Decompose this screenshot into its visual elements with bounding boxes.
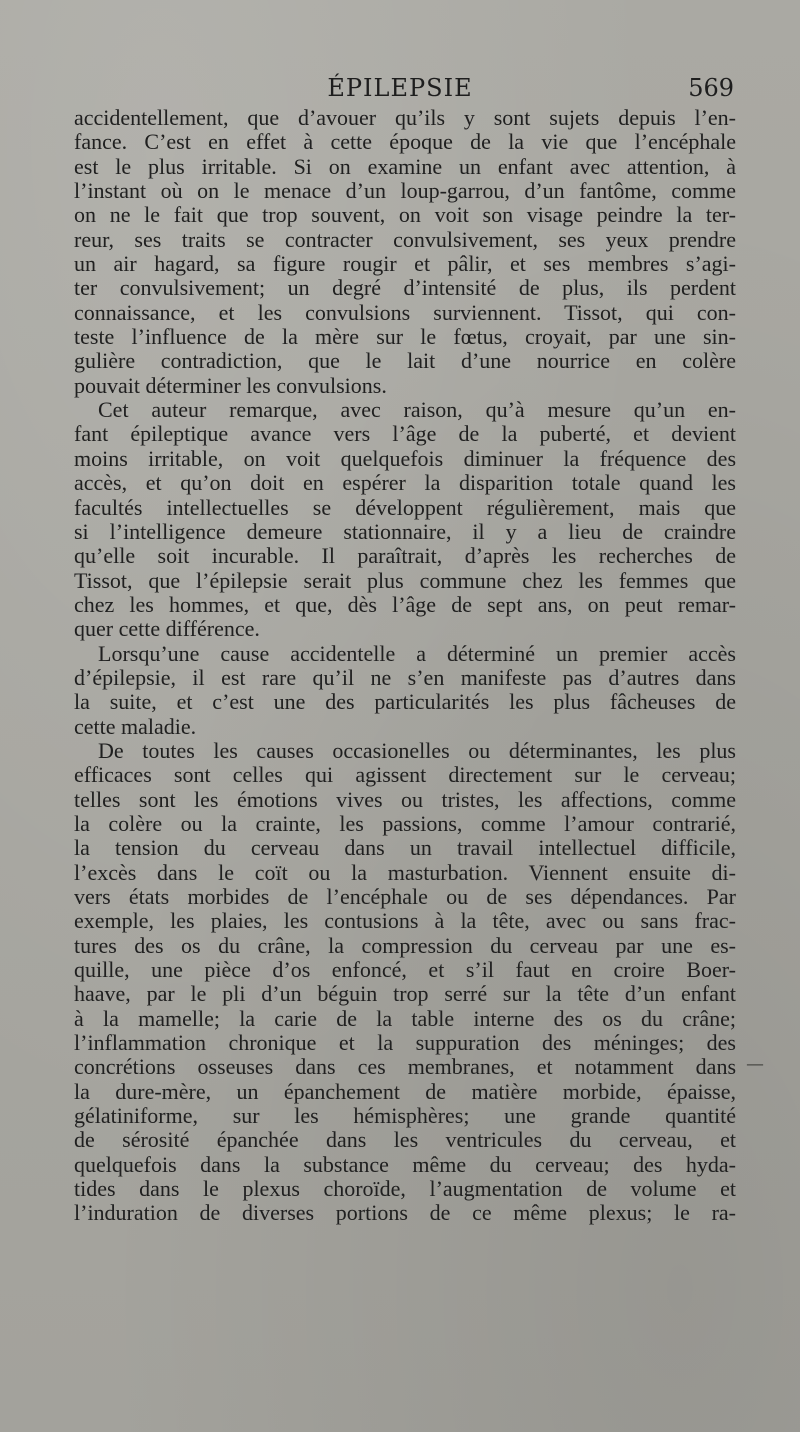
text-line: on ne le fait que trop souvent, on voit son visage peindre la ter- <box>74 202 736 228</box>
text-line: qu’elle soit incurable. Il paraîtrait, d’après les recherches de <box>74 543 736 569</box>
text-line: haave, par le pli d’un béguin trop serré sur la tête d’un enfant <box>74 981 736 1007</box>
text-line: exemple, les plaies, les contusions à la tête, avec ou sans frac- <box>74 908 736 934</box>
text-line: fant épileptique avance vers l’âge de la puberté, et devient <box>74 421 736 447</box>
text-line: moins irritable, on voit quelquefois diminuer la fréquence des <box>74 445 736 471</box>
paragraph <box>74 642 736 739</box>
text-line: l’excès dans le coït ou la masturbation. Viennent ensuite di- <box>74 859 736 885</box>
paragraph <box>74 106 736 398</box>
text-line: quille, une pièce d’os enfoncé, et s’il faut en croire Boer- <box>74 957 736 983</box>
text-line: l’induration de diverses portions de ce même plexus; le ra- <box>74 1200 736 1226</box>
paragraph <box>74 739 736 1226</box>
text-line: accès, et qu’on doit en espérer la disparition totale quand les <box>74 470 736 496</box>
text-line: d’épilepsie, il est rare qu’il ne s’en manifeste pas d’autres dans <box>74 664 736 690</box>
margin-dash: — <box>746 1054 764 1075</box>
text-line: la colère ou la crainte, les passions, comme l’amour contrarié, <box>74 810 736 836</box>
text-line: gulière contradiction, que le lait d’une nourrice en colère <box>74 348 736 374</box>
text-line: ter convulsivement; un degré d’intensité de plus, ils perdent <box>74 275 736 301</box>
body-text <box>74 106 736 1226</box>
text-line: De toutes les causes occasionelles ou déterminantes, les plus <box>98 737 736 763</box>
text-line: concrétions osseuses dans ces membranes, et notamment dans <box>74 1054 736 1080</box>
text-line: cette maladie. <box>74 713 197 739</box>
page-number: 569 <box>688 74 734 102</box>
text-line: efficaces sont celles qui agissent directement sur le cerveau; <box>74 762 736 788</box>
text-line: Tissot, que l’épilepsie serait plus commune chez les femmes que <box>74 567 736 593</box>
text-line: est le plus irritable. Si on examine un enfant avec attention, à <box>74 153 736 179</box>
text-line: Cet auteur remarque, avec raison, qu’à mesure qu’un en- <box>98 397 736 423</box>
text-line: à la mamelle; la carie de la table interne des os du crâne; <box>74 1005 736 1031</box>
text-line: tures des os du crâne, la compression du cerveau par une es- <box>74 932 736 958</box>
text-line: la tension du cerveau dans un travail intellectuel difficile, <box>74 835 736 861</box>
text-line: connaissance, et les convulsions surviennent. Tissot, qui con- <box>74 299 736 325</box>
text-line: quelquefois dans la substance même du cerveau; des hyda- <box>74 1151 736 1177</box>
text-line: l’inflammation chronique et la suppuration des méninges; des <box>74 1030 736 1056</box>
text-line: de sérosité épanchée dans les ventricules du cerveau, et <box>74 1127 736 1153</box>
text-line: vers états morbides de l’encéphale ou de ses dépendances. Par <box>74 884 736 909</box>
text-line: fance. C’est en effet à cette époque de la vie que l’encéphale <box>74 129 736 155</box>
text-line: si l’intelligence demeure stationnaire, il y a lieu de craindre <box>74 518 736 544</box>
text-line: l’instant où on le menace d’un loup-garrou, d’un fantôme, comme <box>74 178 736 204</box>
text-line: teste l’influence de la mère sur le fœtus, croyait, par une sin- <box>74 324 736 350</box>
text-line: pouvait déterminer les convulsions. <box>74 372 387 398</box>
paragraph <box>74 398 736 641</box>
text-line: quer cette différence. <box>74 616 260 642</box>
text-line: la dure-mère, un épanchement de matière morbide, épaisse, <box>74 1078 736 1104</box>
text-line: facultés intellectuelles se développent régulièrement, mais que <box>74 494 736 520</box>
running-title: ÉPILEPSIE <box>327 74 473 102</box>
text-line: gélatiniforme, sur les hémisphères; une grande quantité <box>74 1103 736 1129</box>
text-line: la suite, et c’est une des particularités les plus fâcheuses de <box>74 689 736 715</box>
text-line: chez les hommes, et que, dès l’âge de sept ans, on peut remar- <box>74 591 736 617</box>
text-line: tides dans le plexus choroïde, l’augmentation de volume et <box>74 1176 736 1202</box>
text-line: accidentellement, que d’avouer qu’ils y sont sujets depuis l’en- <box>74 105 736 130</box>
text-line: telles sont les émotions vives ou tristes, les affections, comme <box>74 786 736 812</box>
page-header <box>0 74 800 108</box>
text-line: Lorsqu’une cause accidentelle a déterminé un premier accès <box>98 640 736 666</box>
text-line: un air hagard, sa figure rougir et pâlir, et ses membres s’agi- <box>74 251 736 277</box>
text-line: reur, ses traits se contracter convulsivement, ses yeux prendre <box>74 226 736 252</box>
